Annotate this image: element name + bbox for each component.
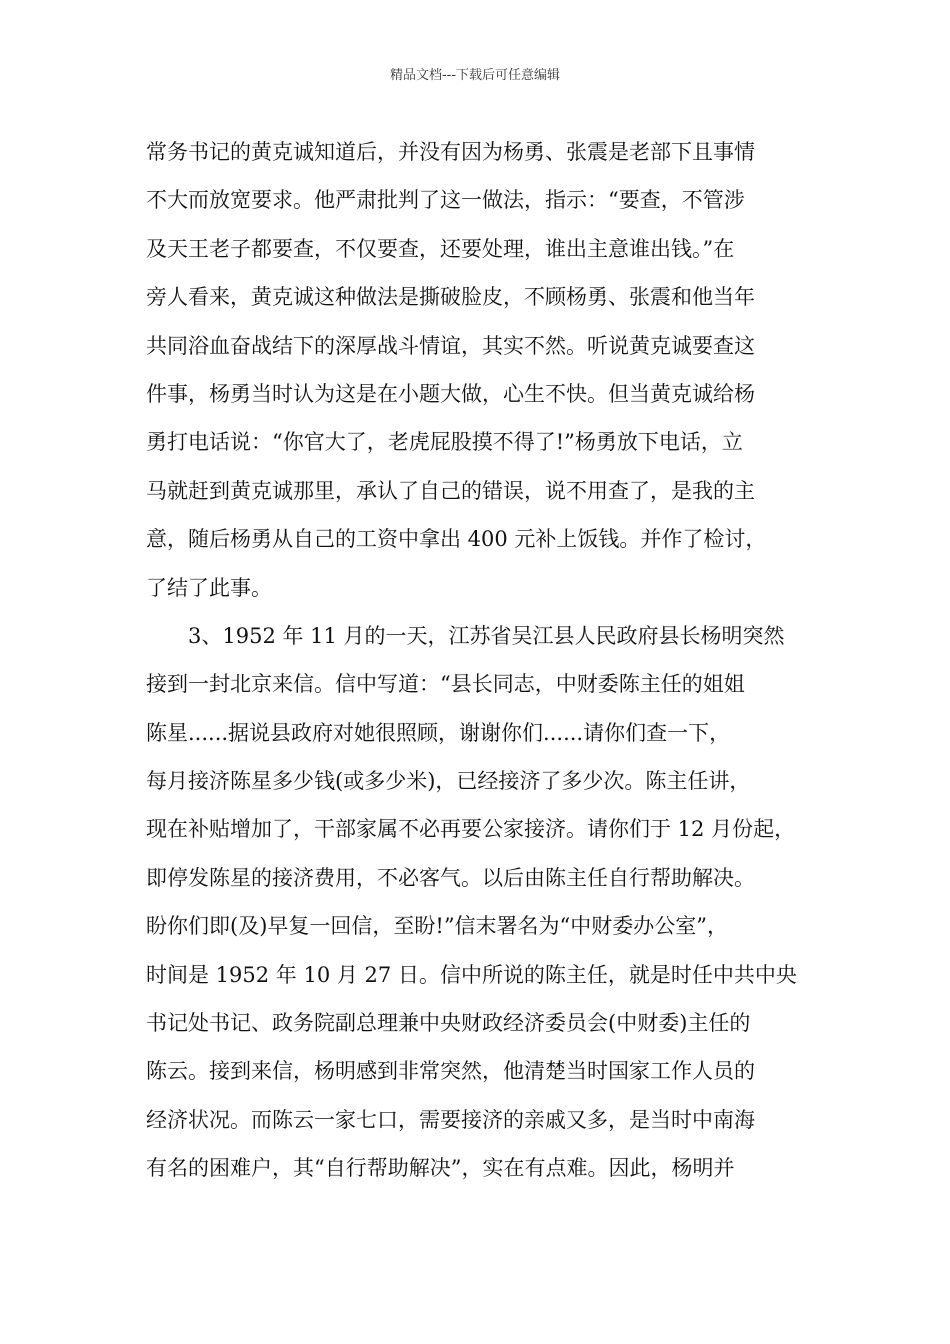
text-line: 马就赶到黄克诚那里，承认了自己的错误，说不用查了，是我的主 — [146, 478, 755, 503]
text-line: 陈云。接到来信，杨明感到非常突然，他清楚当时国家工作人员的 — [146, 1059, 755, 1084]
body-text — [146, 128, 806, 1193]
text-line: 勇打电话说：“你官大了，老虎屁股摸不得了!”杨勇放下电话，立 — [146, 430, 743, 455]
text-line: 经济状况。而陈云一家七口，需要接济的亲戚又多，是当时中南海 — [146, 1107, 755, 1132]
paragraph-start-line: 3、1952 年 11 月的一天，江苏省吴江县人民政府县长杨明突然 — [188, 623, 785, 648]
text-line: 即停发陈星的接济费用，不必客气。以后由陈主任自行帮助解决。 — [146, 865, 755, 890]
text-line: 不大而放宽要求。他严肃批判了这一做法，指示：“要查，不管涉 — [146, 188, 745, 213]
text-line: 书记处书记、政务院副总理兼中央财政经济委员会(中财委)主任的 — [146, 1011, 751, 1036]
text-line: 常务书记的黄克诚知道后，并没有因为杨勇、张震是老部下且事情 — [146, 140, 755, 164]
text-line: 件事，杨勇当时认为这是在小题大做，心生不快。但当黄克诚给杨 — [146, 381, 755, 406]
text-line: 旁人看来，黄克诚这种做法是撕破脸皮，不顾杨勇、张震和他当年 — [146, 285, 755, 310]
text-line: 了结了此事。 — [146, 575, 272, 600]
text-line: 每月接济陈星多少钱(或多少米)，已经接济了多少次。陈主任讲， — [146, 769, 751, 794]
text-line: 有名的困难户，其“自行帮助解决”，实在有点难。因此，杨明并 — [146, 1156, 735, 1181]
text-line: 盼你们即(及)早复一回信，至盼!”信末署名为“中财委办公室”， — [146, 914, 729, 939]
text-line: 意，随后杨勇从自己的工资中拿出 400 元补上饭钱。并作了检讨， — [146, 527, 767, 552]
text-line: 及天王老子都要查，不仅要查，还要处理，谁出主意谁出钱。”在 — [146, 236, 735, 261]
text-line: 时间是 1952 年 10 月 27 日。信中所说的陈主任，就是时任中共中央 — [146, 962, 797, 987]
text-line: 陈星......据说县政府对她很照顾，谢谢你们......请你们查一下， — [146, 720, 731, 745]
text-line: 接到一封北京来信。信中写道：“县长同志，中财委陈主任的姐姐 — [146, 672, 745, 697]
text-line: 共同浴血奋战结下的深厚战斗情谊，其实不然。听说黄克诚要查这 — [146, 333, 755, 358]
text-line: 现在补贴增加了，干部家属不必再要公家接济。请你们于 12 月份起， — [146, 817, 796, 842]
page-header: 精品文档---下载后可任意编辑 — [389, 68, 561, 83]
